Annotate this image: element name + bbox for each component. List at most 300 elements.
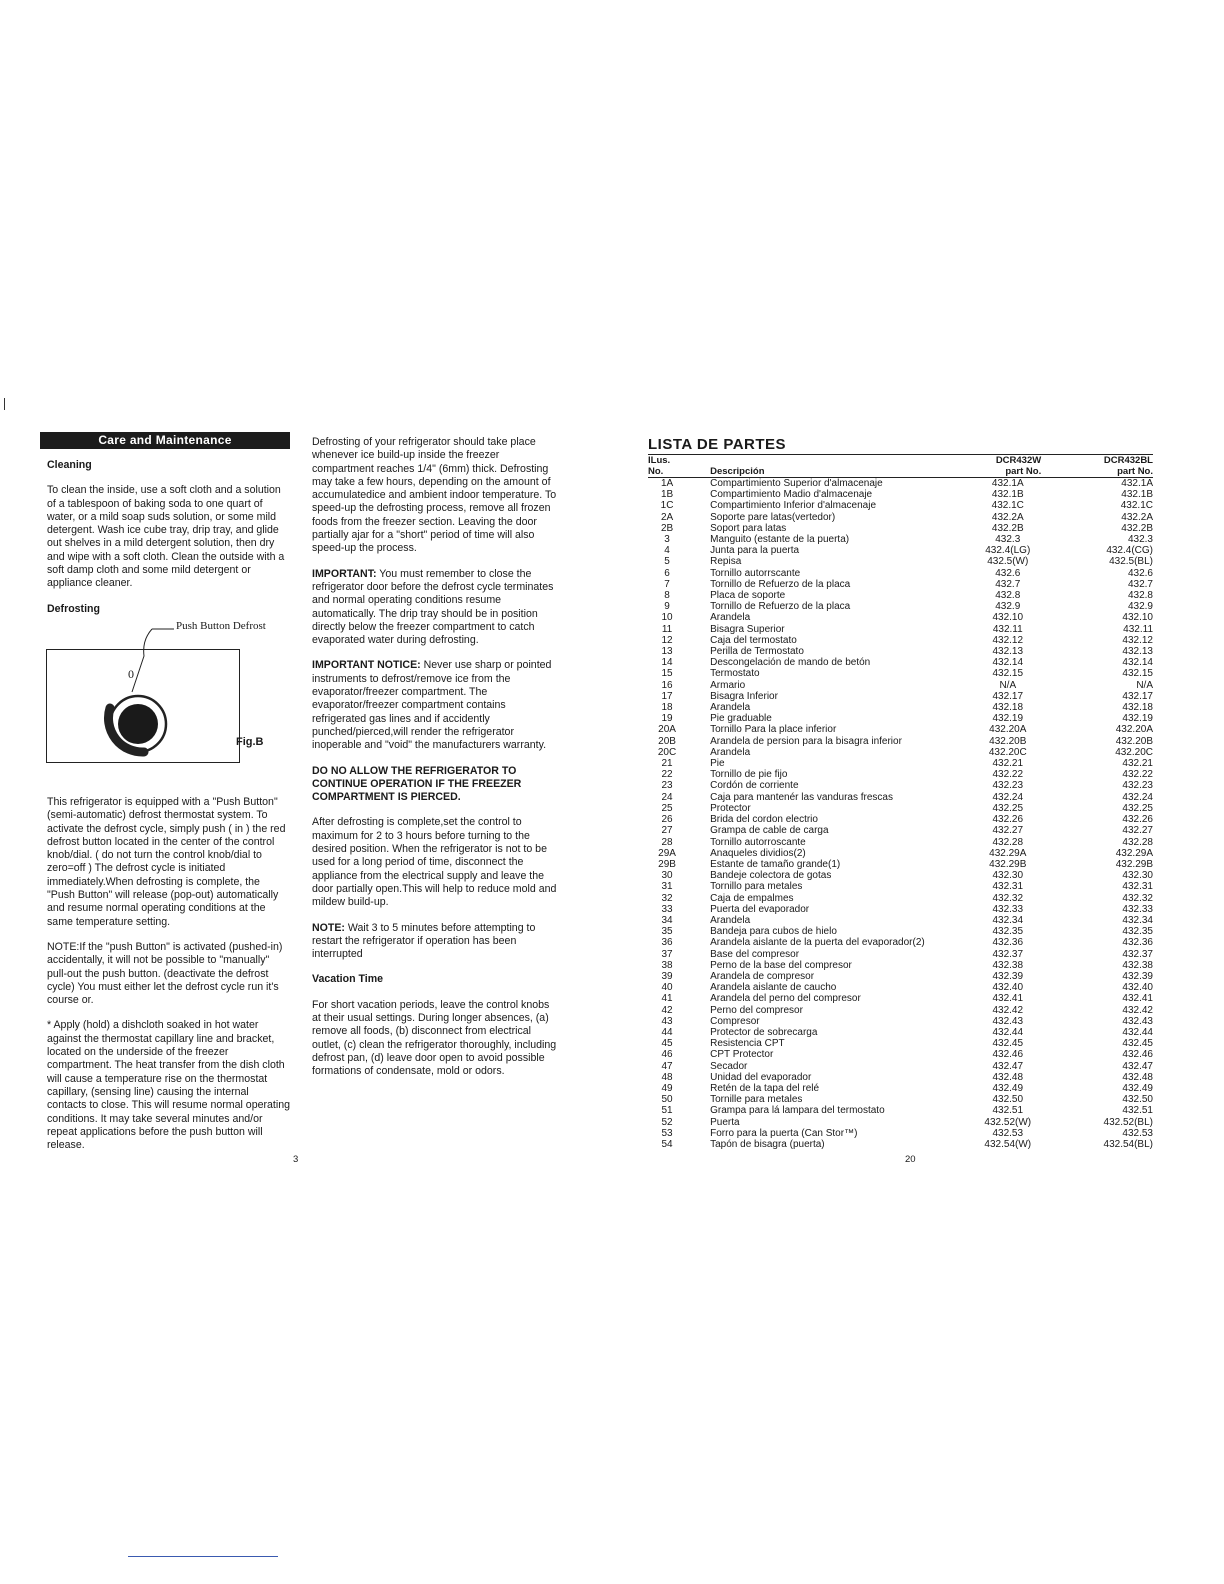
part-no-white: 432.27	[992, 825, 1024, 837]
part-number: 20A	[658, 724, 676, 736]
table-row	[648, 1128, 1153, 1139]
part-number: 47	[661, 1060, 673, 1072]
part-description: Junta para la puerta	[710, 545, 800, 557]
part-no-white: 432.6	[995, 567, 1021, 579]
part-no-white: 432.42	[992, 1004, 1024, 1016]
part-number: 52	[661, 1116, 673, 1128]
part-no-white: 432.40	[992, 982, 1024, 994]
part-no-black: 432.13	[1122, 646, 1153, 658]
part-no-white: 432.54(W)	[984, 1138, 1032, 1150]
table-row	[648, 1027, 1153, 1038]
part-description: Placa de soporte	[710, 590, 786, 602]
defrost-dial-illustration	[40, 616, 290, 776]
part-description: Compartimiento Inferior d'almacenaje	[710, 500, 876, 512]
part-number: 26	[661, 814, 673, 826]
part-no-white: 432.34	[992, 914, 1024, 926]
table-row	[648, 568, 1153, 579]
table-row	[648, 590, 1153, 601]
table-row	[648, 825, 1153, 836]
part-description: Bisagra Inferior	[710, 690, 778, 702]
table-row	[648, 635, 1153, 646]
part-no-black: 432.26	[1122, 814, 1153, 826]
part-number: 15	[661, 668, 673, 680]
part-no-white: 432.25	[992, 802, 1024, 814]
part-no-white: 432.4(LG)	[985, 545, 1031, 557]
figure-caption: Fig.B	[236, 735, 264, 748]
part-description: Caja de empalmes	[710, 892, 794, 904]
part-no-black: 432.19	[1122, 713, 1153, 725]
table-row	[648, 747, 1153, 758]
part-no-black: 432.37	[1122, 948, 1153, 960]
part-description: CPT Protector	[710, 1049, 774, 1061]
notice-text: Never use sharp or pointed instruments to defrost/remove ice from the evaporator/freezer compartment. The evaporator/freezer compartment contains refrigerated gas lines and if accidently punched/pierced,will render the refrigerator inoperable and "void" the manufacturers warranty.	[312, 659, 552, 752]
part-description: Protector de sobrecarga	[710, 1026, 818, 1038]
part-number: 25	[661, 802, 673, 814]
part-no-white: 432.33	[992, 903, 1024, 915]
part-number: 5	[664, 556, 670, 568]
part-no-black: 432.8	[1127, 590, 1153, 602]
defrosting-heading: Defrosting	[47, 602, 100, 615]
part-no-black: 432.20B	[1115, 735, 1153, 747]
table-row	[648, 512, 1153, 523]
part-description: Arandela	[710, 612, 751, 624]
table-row	[648, 702, 1153, 713]
table-row	[648, 982, 1153, 993]
table-row	[648, 612, 1153, 623]
part-description: Tornillo Para la place inferior	[710, 724, 837, 736]
part-description: Secador	[710, 1060, 748, 1072]
part-number: 53	[661, 1127, 673, 1139]
table-row	[648, 971, 1153, 982]
part-no-white: 432.13	[992, 646, 1024, 658]
part-number: 23	[661, 780, 673, 792]
part-no-black: 432.5(BL)	[1109, 556, 1153, 568]
part-no-black: 432.48	[1122, 1071, 1153, 1083]
part-number: 49	[661, 1082, 673, 1094]
part-no-black: 432.46	[1122, 1049, 1153, 1061]
part-number: 50	[661, 1094, 673, 1106]
parts-table-body	[648, 478, 1153, 1151]
part-no-black: N/A	[1136, 679, 1153, 691]
part-number: 34	[661, 914, 673, 926]
middle-column	[310, 436, 560, 1090]
notice-paragraph	[312, 659, 560, 752]
part-number: 4	[664, 545, 670, 557]
table-row	[648, 837, 1153, 848]
part-number: 27	[661, 825, 673, 837]
table-row	[648, 780, 1153, 791]
part-no-white: 432.46	[992, 1049, 1024, 1061]
part-description: Bandeje colectora de gotas	[710, 870, 832, 882]
part-no-black: 432.29B	[1115, 858, 1153, 870]
part-no-white: 432.3	[995, 534, 1021, 546]
part-description: Puerta del evaporador	[710, 903, 810, 915]
part-number: 36	[661, 937, 673, 949]
part-description: Descongelación de mando de betón	[710, 657, 871, 669]
part-no-black: 432.10	[1122, 612, 1153, 624]
table-row	[648, 758, 1153, 769]
part-no-white: 432.38	[992, 959, 1024, 971]
part-no-black: 432.11	[1123, 623, 1153, 635]
col-header-desc: Descripción	[710, 466, 765, 477]
part-no-white: 432.5(W)	[987, 556, 1029, 568]
table-row	[648, 937, 1153, 948]
table-row	[648, 792, 1153, 803]
part-no-white: 432.47	[992, 1060, 1024, 1072]
cleaning-heading: Cleaning	[47, 459, 92, 471]
table-row	[648, 1117, 1153, 1128]
part-no-white: 432.26	[992, 814, 1024, 826]
table-row	[648, 556, 1153, 567]
part-no-white: 432.24	[992, 791, 1024, 803]
table-row	[648, 534, 1153, 545]
right-page-number: 20	[905, 1154, 916, 1165]
part-no-white: 432.15	[992, 668, 1024, 680]
part-no-black: 432.27	[1122, 825, 1153, 837]
part-no-white: 432.44	[992, 1026, 1024, 1038]
part-no-white: 432.36	[992, 937, 1024, 949]
part-description: Puerta	[710, 1116, 740, 1128]
note-text: Wait 3 to 5 minutes before attempting to restart the refrigerator if operation has been interrupted	[312, 921, 536, 961]
part-no-black: 432.54(BL)	[1103, 1138, 1153, 1150]
table-row	[648, 691, 1153, 702]
part-no-black: 432.6	[1127, 567, 1153, 579]
table-row	[648, 601, 1153, 612]
part-description: Repisa	[710, 556, 742, 568]
part-no-black: 432.25	[1122, 802, 1153, 814]
part-number: 20B	[658, 735, 676, 747]
part-no-white: 432.10	[992, 612, 1024, 624]
part-number: 44	[661, 1026, 673, 1038]
part-description: Bandeja para cubos de hielo	[710, 926, 837, 938]
part-no-white: 432.18	[992, 702, 1024, 714]
part-number: 46	[661, 1049, 673, 1061]
part-number: 8	[664, 590, 670, 602]
table-row	[648, 724, 1153, 735]
table-row	[648, 545, 1153, 556]
part-no-white: 432.22	[992, 769, 1024, 781]
part-description: Grampa de cable de carga	[710, 825, 829, 837]
part-number: 37	[661, 948, 673, 960]
part-no-black: 432.32	[1122, 892, 1153, 904]
part-no-black: 432.1C	[1120, 500, 1153, 512]
part-number: 11	[661, 623, 673, 635]
part-no-white: 432.32	[992, 892, 1024, 904]
part-no-black: 432.53	[1122, 1127, 1153, 1139]
part-description: Perilla de Termostato	[710, 646, 804, 658]
table-row	[648, 478, 1153, 490]
table-row	[648, 960, 1153, 971]
part-number: 17	[661, 690, 673, 702]
table-row	[648, 859, 1153, 870]
table-row	[648, 1005, 1153, 1016]
part-number: 6	[664, 567, 670, 579]
part-no-white: 432.9	[995, 601, 1021, 613]
part-description: Arandela del perno del compresor	[710, 993, 861, 1005]
part-no-white: 432.23	[992, 780, 1024, 792]
part-description: Tornillo autorrscante	[710, 567, 801, 579]
defrost-para-2: NOTE:If the "push Button" is activated (pushed-in) accidentally, it will not be possible to "manually" pull-out the push button. (deactivate the defrost cycle) You must either let the defrost cycle run it's course or.	[47, 940, 283, 1007]
after-defrost-text: After defrosting is complete,set the control to maximum for 2 to 3 hours before turning to the desired position. When the refrigerator is not to be used for a long period of time, disconnect the appliance from the electrical supply and leave the door partially open.This will help to reduce mold and mildew build-up.	[312, 816, 557, 909]
part-description: Arandela de persion para la bisagra inferior	[710, 735, 902, 747]
part-no-black: 432.4(CG)	[1106, 545, 1153, 557]
part-no-black: 432.41	[1122, 993, 1153, 1005]
part-description: Perno del compresor	[710, 1004, 803, 1016]
part-no-black: 432.51	[1122, 1105, 1153, 1117]
part-no-white: 432.20A	[989, 724, 1027, 736]
part-number: 32	[661, 892, 673, 904]
part-no-black: 432.40	[1122, 982, 1153, 994]
important-text: You must remember to close the refrigerator door before the defrost cycle terminates and normal operating conditions resume automatically. The drip tray should be in position directly below the freezer compartment to catch evaporated water during defrosting.	[312, 567, 554, 647]
part-number: 33	[661, 903, 673, 915]
part-number: 41	[661, 993, 673, 1005]
pierced-warning: DO NO ALLOW THE REFRIGERATOR TO CONTINUE OPERATION IF THE FREEZER COMPARTMENT IS PIERCED.	[312, 764, 522, 804]
part-no-black: 432.20C	[1115, 746, 1153, 758]
part-no-black: 432.3	[1127, 534, 1153, 546]
part-number: 22	[661, 769, 673, 781]
part-no-black: 432.30	[1122, 870, 1153, 882]
part-number: 19	[661, 713, 673, 725]
part-description: Arandela aislante de la puerta del evaporador(2)	[710, 937, 925, 949]
part-number: 13	[661, 646, 673, 658]
part-no-white: 432.50	[992, 1094, 1024, 1106]
parts-table-header	[648, 455, 1153, 478]
part-no-white: 432.35	[992, 926, 1024, 938]
part-description: Forro para la puerta (Can Stor™)	[710, 1127, 858, 1139]
part-number: 29A	[658, 847, 676, 859]
part-description: Base del compresor	[710, 948, 800, 960]
part-no-black: 432.1A	[1121, 478, 1153, 489]
table-row	[648, 713, 1153, 724]
table-row	[648, 1072, 1153, 1083]
table-row	[648, 1061, 1153, 1072]
part-number: 31	[661, 881, 673, 893]
part-no-white: 432.30	[992, 870, 1024, 882]
part-description: Estante de tamaño grande(1)	[710, 858, 841, 870]
part-description: Caja para mantenér las vanduras frescas	[710, 791, 893, 803]
part-no-white: 432.14	[992, 657, 1024, 669]
part-number: 40	[661, 982, 673, 994]
part-number: 28	[661, 836, 673, 848]
bottom-rule	[128, 1556, 278, 1557]
part-description: Brida del cordon electrio	[710, 814, 818, 826]
part-no-black: 432.15	[1122, 668, 1153, 680]
table-row	[648, 915, 1153, 926]
part-number: 20C	[657, 746, 677, 758]
part-no-black: 432.7	[1127, 578, 1153, 590]
table-row	[648, 848, 1153, 859]
part-no-white: 432.1A	[991, 478, 1024, 489]
part-no-white: 432.53	[992, 1127, 1024, 1139]
table-row	[648, 657, 1153, 668]
part-description: Arandela	[710, 702, 751, 714]
part-number: 3	[664, 534, 670, 546]
part-no-white: 432.37	[992, 948, 1024, 960]
table-row	[648, 1049, 1153, 1060]
part-no-white: N/A	[999, 679, 1017, 691]
part-description: Protector	[710, 802, 751, 814]
part-no-white: 432.20B	[989, 735, 1027, 747]
part-description: Tornillo autorroscante	[710, 836, 806, 848]
note-label: NOTE:	[312, 921, 345, 934]
part-description: Bisagra Superior	[710, 623, 785, 635]
dial-zero-mark: 0	[128, 666, 134, 681]
part-no-black: 432.1B	[1121, 489, 1153, 501]
part-no-black: 432.49	[1122, 1082, 1153, 1094]
table-row	[648, 1105, 1153, 1116]
part-no-white: 432.19	[992, 713, 1024, 725]
part-no-black: 432.52(BL)	[1103, 1116, 1153, 1128]
part-no-white: 432.51	[992, 1105, 1024, 1117]
part-no-black: 432.31	[1122, 881, 1153, 893]
part-no-white: 432.7	[995, 578, 1021, 590]
push-button-label: Push Button Defrost	[176, 619, 266, 632]
part-description: Arandela aislante de caucho	[710, 982, 837, 994]
part-description: Cordón de corriente	[710, 780, 799, 792]
table-row	[648, 1094, 1153, 1105]
part-description: Retén de la tapa del relé	[710, 1082, 820, 1094]
table-row	[648, 624, 1153, 635]
important-label: IMPORTANT:	[312, 567, 377, 580]
table-row	[648, 904, 1153, 915]
part-description: Tornille para metales	[710, 1094, 803, 1106]
table-row	[648, 1083, 1153, 1094]
part-no-white: 432.52(W)	[984, 1116, 1032, 1128]
table-row	[648, 893, 1153, 904]
part-number: 39	[661, 970, 673, 982]
part-number: 21	[661, 758, 673, 770]
notice-label: IMPORTANT NOTICE:	[312, 659, 421, 672]
part-number: 1A	[660, 478, 674, 489]
part-no-black: 432.50	[1122, 1094, 1153, 1106]
part-description: Tapón de bisagra (puerta)	[710, 1138, 825, 1150]
part-no-black: 432.29A	[1115, 847, 1153, 859]
part-no-black: 432.38	[1122, 959, 1153, 971]
part-description: Pie graduable	[710, 713, 772, 725]
table-row	[648, 646, 1153, 657]
part-no-black: 432.23	[1122, 780, 1153, 792]
part-description: Soporte pare latas(vertedor)	[710, 511, 836, 523]
part-no-white: 432.28	[992, 836, 1024, 848]
part-number: 10	[661, 612, 673, 624]
part-no-black: 432.22	[1122, 769, 1153, 781]
part-no-white: 432.2A	[991, 511, 1024, 523]
table-row	[648, 814, 1153, 825]
part-description: Arandela de compresor	[710, 970, 815, 982]
part-description: Tornillo para metales	[710, 881, 803, 893]
col-header-no: ILus. No.	[648, 455, 671, 477]
part-no-black: 432.43	[1122, 1015, 1153, 1027]
parts-table	[648, 454, 1153, 1150]
part-number: 45	[661, 1038, 673, 1050]
part-no-white: 432.31	[992, 881, 1024, 893]
part-description: Arandela	[710, 914, 751, 926]
table-row	[648, 489, 1153, 500]
part-no-white: 432.17	[992, 690, 1024, 702]
defrost-para-1: This refrigerator is equipped with a "Push Button" (semi-automatic) defrost thermostat system. To activate the defrost cycle, simply push ( in ) the red defrost button located in the center of the control knob/dial. ( do not turn the control knob/dial to zero=off ) The defrost cycle is initiated immediately.When defrosting is complete, the "Push Button" will release (pop-out) automatically and resume normal operating conditions at the same temperature setting.	[47, 795, 286, 928]
part-number: 14	[661, 657, 673, 669]
part-description: Resistencia CPT	[710, 1038, 785, 1050]
part-no-black: 432.33	[1122, 903, 1153, 915]
part-no-white: 432.12	[992, 634, 1024, 646]
table-row	[648, 1139, 1153, 1150]
part-no-white: 432.11	[992, 623, 1023, 635]
part-no-white: 432.43	[992, 1015, 1024, 1027]
cleaning-text: To clean the inside, use a soft cloth and a solution of a tablespoon of baking soda to one quart of water, or a mild soap suds solution, or some mild detergent. Wash ice cube tray, drip tray, and glide out shelves in a mild detergent solution, then dry and wipe with a soft cloth. Clean the outside with a soft damp cloth and some mild detergent or appliance cleaner.	[47, 484, 285, 590]
part-description: Tornillo de pie fijo	[710, 769, 788, 781]
part-number: 38	[661, 959, 673, 971]
part-number: 29B	[658, 858, 676, 870]
vacation-text: For short vacation periods, leave the control knobs at their usual settings. During longer absences, (a) remove all foods, (b) disconnect from electrical outlet, (c) clean the refrigerator thoroughly, including defrost pan, (d) leave door open to avoid possible formations of condensate, mold or odors.	[312, 998, 557, 1078]
table-row	[648, 1016, 1153, 1027]
table-row	[648, 870, 1153, 881]
table-row	[648, 1038, 1153, 1049]
part-no-black: 432.17	[1122, 690, 1153, 702]
part-no-white: 432.2B	[991, 522, 1024, 534]
part-description: Compartimiento Madio d'almacenaje	[710, 489, 873, 501]
part-no-white: 432.41	[992, 993, 1024, 1005]
figure-b	[40, 616, 290, 776]
part-description: Compartimiento Superior d'almacenaje	[710, 478, 883, 489]
part-number: 30	[661, 870, 673, 882]
part-no-black: 432.9	[1127, 601, 1153, 613]
part-no-black: 432.2B	[1121, 522, 1153, 534]
part-number: 2B	[660, 522, 674, 534]
part-no-white: 432.29B	[989, 858, 1027, 870]
part-number: 24	[661, 791, 673, 803]
parts-list	[648, 436, 1158, 1150]
part-no-white: 432.20C	[988, 746, 1027, 758]
part-description: Termostato	[710, 668, 760, 680]
table-row	[648, 769, 1153, 780]
left-column	[40, 432, 290, 1164]
part-number: 42	[661, 1004, 673, 1016]
part-no-black: 432.24	[1122, 791, 1153, 803]
table-row	[648, 736, 1153, 747]
part-number: 51	[661, 1105, 673, 1117]
part-number: 35	[661, 926, 673, 938]
table-row	[648, 926, 1153, 937]
parts-list-title: LISTA DE PARTES	[648, 436, 787, 453]
part-no-white: 432.29A	[989, 847, 1027, 859]
part-no-black: 432.44	[1122, 1026, 1153, 1038]
part-number: 9	[664, 601, 670, 613]
part-no-white: 432.21	[992, 758, 1024, 770]
part-no-black: 432.36	[1122, 937, 1153, 949]
part-number: 12	[661, 634, 673, 646]
col-header-bl: DCR432BL part No.	[1103, 455, 1153, 477]
table-row	[648, 668, 1153, 679]
table-row	[648, 881, 1153, 892]
part-no-black: 432.45	[1122, 1038, 1153, 1050]
part-no-white: 432.1B	[991, 489, 1024, 501]
table-row	[648, 500, 1153, 511]
part-no-white: 432.45	[992, 1038, 1024, 1050]
col-header-w: DCR432W part No.	[995, 455, 1042, 477]
part-no-white: 432.1C	[991, 500, 1024, 512]
part-no-black: 432.39	[1122, 970, 1153, 982]
part-no-black: 432.28	[1122, 836, 1153, 848]
part-description: Caja del termostato	[710, 634, 797, 646]
part-number: 2A	[660, 511, 674, 523]
note-paragraph	[312, 922, 560, 962]
part-no-black: 432.14	[1122, 657, 1153, 669]
part-no-black: 432.2A	[1121, 511, 1153, 523]
table-row	[648, 949, 1153, 960]
part-no-white: 432.8	[995, 590, 1021, 602]
part-number: 43	[661, 1015, 673, 1027]
part-description: Armario	[710, 679, 746, 691]
